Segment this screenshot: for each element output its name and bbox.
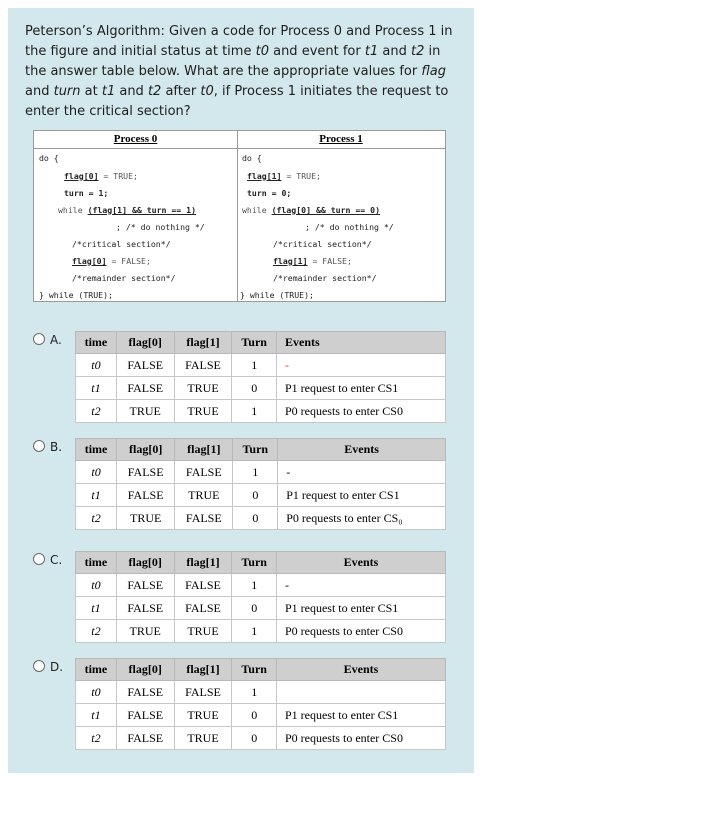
col-header: flag[0] <box>117 439 175 461</box>
col-header: flag[0] <box>116 552 174 574</box>
code-line: /*remainder section*/ <box>72 273 176 283</box>
col-header: Turn <box>232 332 277 354</box>
table-row: t1 FALSE TRUE 0 P1 request to enter CS1 <box>76 704 446 727</box>
col-header: time <box>76 439 117 461</box>
col-header: time <box>76 552 117 574</box>
col-header: Turn <box>232 659 277 681</box>
col-header: time <box>76 332 117 354</box>
col-header: Events <box>278 439 446 461</box>
table-row: t2 TRUE TRUE 1 P0 requests to enter CS0 <box>76 400 446 423</box>
radio-button[interactable] <box>33 660 45 672</box>
option-d[interactable] <box>33 660 63 674</box>
option-b[interactable] <box>33 440 62 454</box>
process-0-header: Process 0 <box>34 131 237 149</box>
answer-table-c <box>75 551 446 643</box>
table-row: t0 FALSE FALSE 1 - <box>76 354 446 377</box>
table-row: t1 FALSE FALSE 0 P1 request to enter CS1 <box>76 597 446 620</box>
radio-button[interactable] <box>33 333 45 345</box>
col-header: Turn <box>232 552 277 574</box>
radio-button[interactable] <box>33 553 45 565</box>
col-header: flag[0] <box>116 659 174 681</box>
col-header: Events <box>276 332 445 354</box>
col-header: flag[1] <box>175 439 233 461</box>
code-line: /*critical section*/ <box>72 239 171 249</box>
table-row: t2 TRUE TRUE 1 P0 requests to enter CS0 <box>76 620 446 643</box>
code-line: flag[0] = FALSE; <box>72 256 151 266</box>
col-header: Events <box>276 659 445 681</box>
code-line: /*remainder section*/ <box>273 273 377 283</box>
answer-table-b <box>75 438 446 530</box>
code-line: } while (TRUE); <box>240 290 314 300</box>
code-line: while (flag[0] && turn == 0) <box>242 205 381 215</box>
process-1-header: Process 1 <box>237 131 445 149</box>
table-row: t0 FALSE FALSE 1 <box>76 681 446 704</box>
col-header: flag[1] <box>174 332 232 354</box>
process-0-column <box>34 131 238 301</box>
process-1-column <box>237 131 445 301</box>
option-label: B. <box>50 440 63 454</box>
table-row: t2 FALSE TRUE 0 P0 requests to enter CS0 <box>76 727 446 750</box>
col-header: time <box>76 659 117 681</box>
table-row: t2 TRUE FALSE 0 P0 requests to enter CS₀ <box>76 507 446 530</box>
table-row: t1 FALSE TRUE 0 P1 request to enter CS1 <box>76 377 446 400</box>
code-line: ; /* do nothing */ <box>305 222 394 232</box>
option-c[interactable] <box>33 553 62 567</box>
col-header: flag[1] <box>174 552 232 574</box>
code-line: flag[0] = TRUE; <box>64 171 138 181</box>
code-line: turn = 0; <box>247 188 292 198</box>
code-figure <box>33 130 446 302</box>
option-a[interactable] <box>33 333 62 347</box>
radio-button[interactable] <box>33 440 45 452</box>
code-line: flag[1] = TRUE; <box>247 171 321 181</box>
table-row: t1 FALSE TRUE 0 P1 request to enter CS1 <box>76 484 446 507</box>
code-line: while (flag[1] && turn == 1) <box>58 205 197 215</box>
option-label: C. <box>50 553 63 567</box>
table-row: t0 FALSE FALSE 1 - <box>76 461 446 484</box>
code-line: turn = 1; <box>64 188 109 198</box>
option-label: D. <box>50 660 64 674</box>
col-header: Events <box>276 552 445 574</box>
code-line: do { <box>242 153 262 163</box>
code-line: /*critical section*/ <box>273 239 372 249</box>
code-line: } while (TRUE); <box>39 290 113 300</box>
table-row: t0 FALSE FALSE 1 - <box>76 574 446 597</box>
question-text: Peterson’s Algorithm: Given a code for Process 0 and Process 1 in the figure and initial status at time t0 and event for t1 and t2 in the answer table below. What are the appropriate values for flag and turn at t1 and t2 after t0, if Process 1 initiates the request to enter the critical section? <box>25 24 453 119</box>
col-header: flag[1] <box>174 659 232 681</box>
col-header: Turn <box>233 439 278 461</box>
code-line: ; /* do nothing */ <box>116 222 205 232</box>
answer-table-d <box>75 658 446 750</box>
code-line: do { <box>39 153 59 163</box>
col-header: flag[0] <box>116 332 174 354</box>
option-label: A. <box>50 333 62 347</box>
code-line: flag[1] = FALSE; <box>273 256 352 266</box>
answer-table-a <box>75 331 446 423</box>
